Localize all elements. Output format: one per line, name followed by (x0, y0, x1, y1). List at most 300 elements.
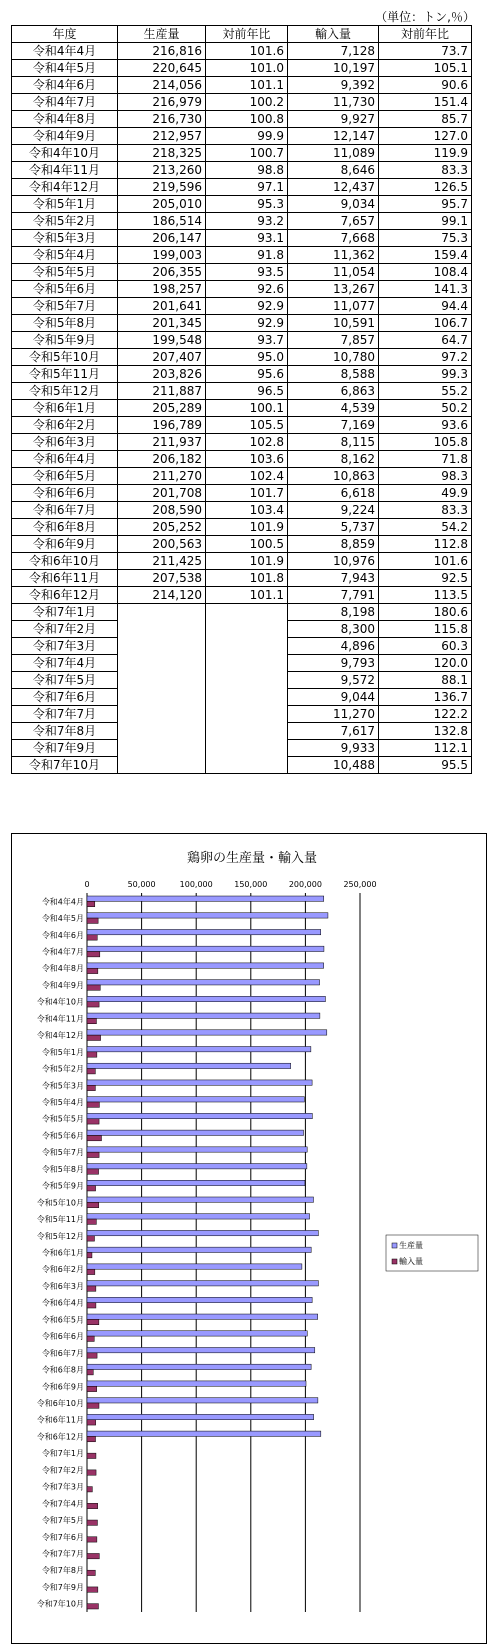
cell-imports-yoy: 50.2 (379, 400, 472, 417)
cell-production-yoy (206, 706, 288, 723)
cell-imports: 8,115 (288, 434, 379, 451)
cell-imports-yoy: 64.7 (379, 332, 472, 349)
cell-production (118, 740, 206, 757)
header-production-yoy: 対前年比 (206, 26, 288, 43)
category-label: 令和4年5月 (41, 914, 84, 924)
category-label: 令和6年1月 (41, 1248, 84, 1258)
cell-imports-yoy: 159.4 (379, 247, 472, 264)
cell-production-yoy: 93.5 (206, 264, 288, 281)
cell-production: 211,887 (118, 383, 206, 400)
cell-month: 令和7年8月 (12, 723, 118, 740)
cell-imports-yoy: 101.6 (379, 553, 472, 570)
cell-production: 199,548 (118, 332, 206, 349)
cell-imports: 11,270 (288, 706, 379, 723)
cell-imports: 8,198 (288, 604, 379, 621)
bar-imports (87, 1085, 95, 1090)
table-row (12, 230, 472, 247)
bar-production (87, 1113, 312, 1118)
cell-imports: 8,859 (288, 536, 379, 553)
category-label: 令和7年9月 (41, 1582, 84, 1592)
cell-imports: 7,617 (288, 723, 379, 740)
cell-production: 211,937 (118, 434, 206, 451)
cell-imports-yoy: 105.8 (379, 434, 472, 451)
data-table (11, 25, 472, 774)
cell-production: 198,257 (118, 281, 206, 298)
cell-production: 186,514 (118, 213, 206, 230)
category-label: 令和4年10月 (36, 997, 84, 1007)
category-label: 令和5年1月 (41, 1047, 84, 1057)
bar-production (87, 1046, 311, 1051)
table-row (12, 179, 472, 196)
category-label: 令和4年9月 (41, 980, 84, 990)
category-label: 令和6年11月 (36, 1415, 84, 1425)
bar-imports (87, 968, 98, 973)
cell-month: 令和6年5月 (12, 468, 118, 485)
cell-production: 220,645 (118, 60, 206, 77)
cell-imports: 10,488 (288, 757, 379, 774)
cell-imports: 12,147 (288, 128, 379, 145)
bar-production (87, 1013, 320, 1018)
cell-production-yoy: 93.2 (206, 213, 288, 230)
cell-production: 214,120 (118, 587, 206, 604)
cell-month: 令和5年3月 (12, 230, 118, 247)
cell-production: 206,147 (118, 230, 206, 247)
table-row (12, 434, 472, 451)
cell-production: 203,826 (118, 366, 206, 383)
bar-production (87, 946, 324, 951)
cell-imports-yoy: 60.3 (379, 638, 472, 655)
bar-imports (87, 1553, 99, 1558)
category-label: 令和7年8月 (41, 1566, 84, 1576)
cell-imports: 8,646 (288, 162, 379, 179)
cell-month: 令和6年3月 (12, 434, 118, 451)
bar-production (87, 1063, 291, 1068)
bar-production (87, 1431, 321, 1436)
cell-production: 214,056 (118, 77, 206, 94)
x-tick-label: 0 (84, 880, 90, 889)
category-label: 令和4年12月 (36, 1031, 84, 1041)
cell-month: 令和6年2月 (12, 417, 118, 434)
table-row (12, 366, 472, 383)
cell-imports: 11,089 (288, 145, 379, 162)
cell-imports: 11,077 (288, 298, 379, 315)
cell-month: 令和5年4月 (12, 247, 118, 264)
cell-production-yoy: 93.7 (206, 332, 288, 349)
bar-imports (87, 1186, 96, 1191)
category-label: 令和6年2月 (41, 1265, 84, 1275)
cell-imports: 12,437 (288, 179, 379, 196)
cell-imports-yoy: 99.1 (379, 213, 472, 230)
table-row (12, 281, 472, 298)
bar-imports (87, 1286, 96, 1291)
cell-production-yoy: 99.9 (206, 128, 288, 145)
cell-imports: 7,128 (288, 43, 379, 60)
cell-production: 213,260 (118, 162, 206, 179)
cell-month: 令和4年9月 (12, 128, 118, 145)
cell-production (118, 638, 206, 655)
bar-imports (87, 1002, 99, 1007)
cell-imports-yoy: 127.0 (379, 128, 472, 145)
cell-production: 206,182 (118, 451, 206, 468)
cell-imports: 8,300 (288, 621, 379, 638)
category-label: 令和6年6月 (41, 1332, 84, 1342)
table-row (12, 77, 472, 94)
category-label: 令和7年5月 (41, 1516, 84, 1526)
cell-production-yoy: 101.9 (206, 553, 288, 570)
category-label: 令和5年9月 (41, 1181, 84, 1191)
cell-month: 令和5年5月 (12, 264, 118, 281)
cell-imports-yoy: 98.3 (379, 468, 472, 485)
x-tick-label: 150,000 (234, 880, 268, 889)
table-row (12, 247, 472, 264)
cell-month: 令和5年2月 (12, 213, 118, 230)
cell-month: 令和4年7月 (12, 94, 118, 111)
category-label: 令和7年10月 (36, 1599, 84, 1609)
table-row (12, 332, 472, 349)
cell-imports-yoy: 71.8 (379, 451, 472, 468)
legend-swatch-imports (392, 1259, 397, 1264)
category-label: 令和4年8月 (41, 964, 84, 974)
table-row (12, 128, 472, 145)
category-label: 令和7年4月 (41, 1499, 84, 1509)
bar-imports (87, 1420, 96, 1425)
cell-production-yoy: 101.1 (206, 587, 288, 604)
cell-production: 205,289 (118, 400, 206, 417)
cell-production: 216,730 (118, 111, 206, 128)
table-row (12, 196, 472, 213)
cell-imports-yoy: 136.7 (379, 689, 472, 706)
table-row (12, 111, 472, 128)
bar-imports (87, 1453, 96, 1458)
cell-production-yoy: 100.8 (206, 111, 288, 128)
cell-imports: 11,054 (288, 264, 379, 281)
cell-production-yoy (206, 723, 288, 740)
cell-imports-yoy: 126.5 (379, 179, 472, 196)
bar-imports (87, 935, 97, 940)
cell-imports: 7,791 (288, 587, 379, 604)
table-row (12, 570, 472, 587)
cell-imports: 9,927 (288, 111, 379, 128)
cell-production: 211,270 (118, 468, 206, 485)
category-label: 令和4年4月 (41, 897, 84, 907)
cell-month: 令和6年4月 (12, 451, 118, 468)
category-label: 令和7年7月 (41, 1549, 84, 1559)
cell-production: 205,010 (118, 196, 206, 213)
cell-imports: 13,267 (288, 281, 379, 298)
legend-label-production: 生産量 (399, 1241, 423, 1250)
bar-imports (87, 1503, 98, 1508)
table-row (12, 485, 472, 502)
table-row (12, 655, 472, 672)
cell-production (118, 723, 206, 740)
bar-imports (87, 1253, 92, 1258)
x-tick-label: 250,000 (343, 880, 377, 889)
cell-production-yoy (206, 621, 288, 638)
cell-production (118, 655, 206, 672)
cell-month: 令和7年10月 (12, 757, 118, 774)
cell-imports-yoy: 99.3 (379, 366, 472, 383)
cell-production-yoy: 98.8 (206, 162, 288, 179)
header-imports-yoy: 対前年比 (379, 26, 472, 43)
header-imports: 輸入量 (288, 26, 379, 43)
cell-month: 令和7年7月 (12, 706, 118, 723)
bar-imports (87, 1520, 97, 1525)
table-row (12, 621, 472, 638)
cell-production-yoy: 103.4 (206, 502, 288, 519)
cell-production: 199,003 (118, 247, 206, 264)
cell-production-yoy (206, 638, 288, 655)
table-row (12, 553, 472, 570)
cell-imports: 7,857 (288, 332, 379, 349)
cell-imports-yoy: 151.4 (379, 94, 472, 111)
cell-production-yoy (206, 740, 288, 757)
chart-container (11, 833, 487, 1644)
cell-imports: 6,863 (288, 383, 379, 400)
cell-month: 令和5年10月 (12, 349, 118, 366)
table-row (12, 740, 472, 757)
table-row (12, 315, 472, 332)
cell-production (118, 757, 206, 774)
cell-month: 令和7年3月 (12, 638, 118, 655)
category-label: 令和4年7月 (41, 947, 84, 957)
cell-imports: 9,224 (288, 502, 379, 519)
cell-month: 令和6年12月 (12, 587, 118, 604)
cell-production: 219,596 (118, 179, 206, 196)
table-row (12, 383, 472, 400)
bar-production (87, 1398, 318, 1403)
bar-imports (87, 1035, 101, 1040)
cell-production: 216,979 (118, 94, 206, 111)
cell-imports-yoy: 122.2 (379, 706, 472, 723)
table-row (12, 587, 472, 604)
category-label: 令和6年9月 (41, 1382, 84, 1392)
bar-production (87, 1297, 312, 1302)
cell-production-yoy: 101.7 (206, 485, 288, 502)
cell-imports-yoy: 73.7 (379, 43, 472, 60)
cell-month: 令和6年8月 (12, 519, 118, 536)
cell-production (118, 672, 206, 689)
bar-production (87, 1147, 307, 1152)
cell-imports-yoy: 120.0 (379, 655, 472, 672)
bar-imports (87, 1370, 93, 1375)
bar-imports (87, 918, 98, 923)
cell-production (118, 689, 206, 706)
category-label: 令和6年8月 (41, 1365, 84, 1375)
cell-imports: 9,392 (288, 77, 379, 94)
bar-imports (87, 1319, 99, 1324)
cell-production-yoy: 92.9 (206, 315, 288, 332)
cell-imports-yoy: 119.9 (379, 145, 472, 162)
table-row (12, 689, 472, 706)
cell-imports-yoy: 92.5 (379, 570, 472, 587)
bar-production (87, 1347, 315, 1352)
category-label: 令和5年3月 (41, 1081, 84, 1091)
chart-svg (12, 834, 488, 1645)
cell-imports-yoy: 106.7 (379, 315, 472, 332)
cell-production: 208,590 (118, 502, 206, 519)
cell-production-yoy: 93.1 (206, 230, 288, 247)
bar-imports (87, 1570, 95, 1575)
table-row (12, 502, 472, 519)
cell-production: 200,563 (118, 536, 206, 553)
bar-production (87, 1214, 310, 1219)
bar-production (87, 1314, 318, 1319)
bar-production (87, 1331, 307, 1336)
cell-imports: 8,588 (288, 366, 379, 383)
cell-imports: 7,169 (288, 417, 379, 434)
cell-production-yoy: 100.7 (206, 145, 288, 162)
cell-imports-yoy: 75.3 (379, 230, 472, 247)
cell-production: 201,345 (118, 315, 206, 332)
bar-imports (87, 1052, 97, 1057)
category-label: 令和5年11月 (36, 1215, 84, 1225)
cell-production-yoy: 96.5 (206, 383, 288, 400)
category-label: 令和6年12月 (36, 1432, 84, 1442)
cell-production-yoy: 91.8 (206, 247, 288, 264)
table-body (12, 43, 472, 774)
cell-imports: 6,618 (288, 485, 379, 502)
table-row (12, 519, 472, 536)
cell-month: 令和7年6月 (12, 689, 118, 706)
cell-imports-yoy: 180.6 (379, 604, 472, 621)
cell-production: 201,708 (118, 485, 206, 502)
table-row (12, 757, 472, 774)
unit-note: （単位：トン,％） (375, 10, 475, 24)
cell-month: 令和5年8月 (12, 315, 118, 332)
bar-imports (87, 1236, 94, 1241)
bar-imports (87, 1269, 95, 1274)
cell-imports: 9,793 (288, 655, 379, 672)
bar-imports (87, 1069, 95, 1074)
cell-production-yoy (206, 757, 288, 774)
cell-production-yoy (206, 604, 288, 621)
table-row (12, 43, 472, 60)
cell-imports: 11,362 (288, 247, 379, 264)
cell-month: 令和4年6月 (12, 77, 118, 94)
cell-imports: 9,044 (288, 689, 379, 706)
cell-imports-yoy: 141.3 (379, 281, 472, 298)
category-label: 令和7年2月 (41, 1465, 84, 1475)
bar-imports (87, 1604, 98, 1609)
cell-month: 令和5年1月 (12, 196, 118, 213)
table-row (12, 638, 472, 655)
cell-production-yoy: 95.0 (206, 349, 288, 366)
cell-imports-yoy: 95.7 (379, 196, 472, 213)
cell-month: 令和7年5月 (12, 672, 118, 689)
table-row (12, 536, 472, 553)
cell-imports-yoy: 105.1 (379, 60, 472, 77)
cell-imports-yoy: 108.4 (379, 264, 472, 281)
category-label: 令和5年4月 (41, 1098, 84, 1108)
cell-production-yoy: 100.5 (206, 536, 288, 553)
cell-month: 令和6年1月 (12, 400, 118, 417)
bar-production (87, 1414, 314, 1419)
cell-month: 令和7年2月 (12, 621, 118, 638)
cell-production-yoy (206, 655, 288, 672)
cell-imports-yoy: 49.9 (379, 485, 472, 502)
cell-imports-yoy: 113.5 (379, 587, 472, 604)
cell-imports: 7,668 (288, 230, 379, 247)
bar-production (87, 1247, 311, 1252)
bar-imports (87, 1403, 99, 1408)
cell-month: 令和4年5月 (12, 60, 118, 77)
cell-production-yoy: 102.8 (206, 434, 288, 451)
cell-imports-yoy: 115.8 (379, 621, 472, 638)
cell-production-yoy: 101.1 (206, 77, 288, 94)
cell-production-yoy: 102.4 (206, 468, 288, 485)
cell-month: 令和5年7月 (12, 298, 118, 315)
bar-production (87, 1197, 313, 1202)
table-row (12, 451, 472, 468)
cell-month: 令和6年9月 (12, 536, 118, 553)
bar-imports (87, 1470, 96, 1475)
cell-production-yoy: 101.0 (206, 60, 288, 77)
cell-imports-yoy: 83.3 (379, 502, 472, 519)
cell-production-yoy: 101.8 (206, 570, 288, 587)
bar-production (87, 896, 324, 901)
cell-production: 216,816 (118, 43, 206, 60)
cell-production-yoy: 105.5 (206, 417, 288, 434)
table-row (12, 706, 472, 723)
bar-production (87, 1130, 303, 1135)
category-label: 令和6年3月 (41, 1281, 84, 1291)
cell-month: 令和5年11月 (12, 366, 118, 383)
cell-month: 令和7年9月 (12, 740, 118, 757)
cell-month: 令和7年4月 (12, 655, 118, 672)
legend-label-imports: 輸入量 (399, 1257, 423, 1266)
cell-production-yoy: 100.1 (206, 400, 288, 417)
category-label: 令和5年12月 (36, 1231, 84, 1241)
chart-title: 鶏卵の生産量・輸入量 (186, 851, 318, 866)
cell-month: 令和6年6月 (12, 485, 118, 502)
bar-production (87, 996, 325, 1001)
cell-imports: 7,657 (288, 213, 379, 230)
cell-month: 令和7年1月 (12, 604, 118, 621)
cell-production-yoy: 95.6 (206, 366, 288, 383)
table-row (12, 400, 472, 417)
cell-month: 令和4年8月 (12, 111, 118, 128)
cell-imports: 9,572 (288, 672, 379, 689)
cell-imports: 9,034 (288, 196, 379, 213)
bar-imports (87, 1119, 99, 1124)
cell-imports-yoy: 95.5 (379, 757, 472, 774)
cell-imports: 10,976 (288, 553, 379, 570)
bar-imports (87, 1587, 98, 1592)
table-row (12, 604, 472, 621)
cell-imports-yoy: 112.8 (379, 536, 472, 553)
cell-imports: 8,162 (288, 451, 379, 468)
cell-imports: 7,943 (288, 570, 379, 587)
x-tick-label: 200,000 (288, 880, 322, 889)
bar-imports (87, 1202, 99, 1207)
cell-month: 令和6年7月 (12, 502, 118, 519)
category-label: 令和6年5月 (41, 1315, 84, 1325)
bar-production (87, 913, 328, 918)
cell-month: 令和5年12月 (12, 383, 118, 400)
bar-imports (87, 1353, 97, 1358)
bar-imports (87, 1018, 96, 1023)
cell-imports-yoy: 112.1 (379, 740, 472, 757)
legend-swatch-production (392, 1243, 397, 1248)
cell-month: 令和4年4月 (12, 43, 118, 60)
header-year: 年度 (12, 26, 118, 43)
cell-imports: 5,737 (288, 519, 379, 536)
table-header-row (12, 26, 472, 43)
table-row (12, 162, 472, 179)
cell-production-yoy: 97.1 (206, 179, 288, 196)
bar-production (87, 963, 324, 968)
cell-production (118, 604, 206, 621)
